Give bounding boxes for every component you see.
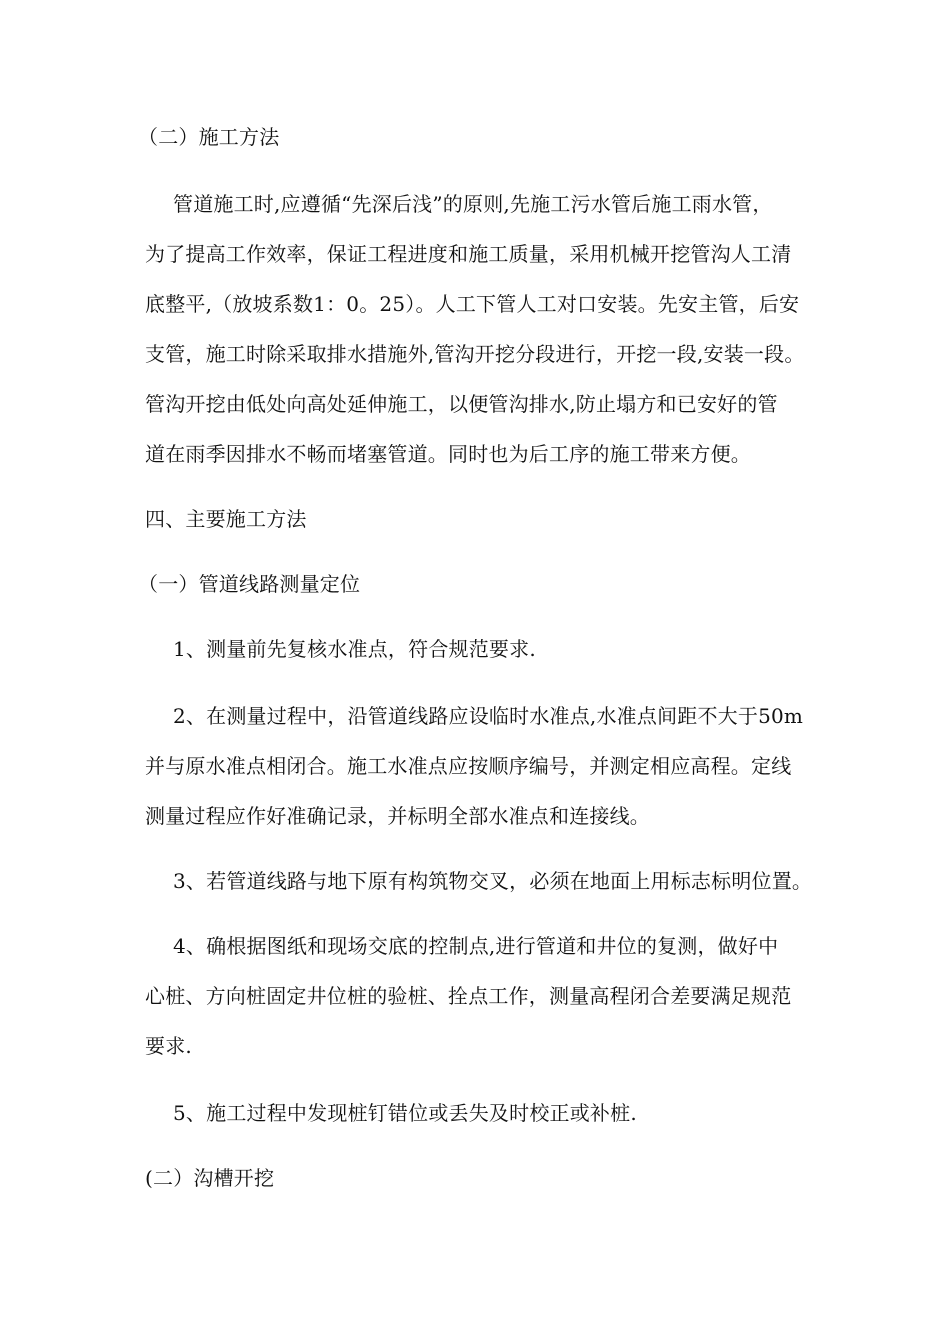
chapter-heading: 四、主要施工方法 [145,507,307,531]
survey-item-4-line-1: 4、确根据图纸和现场交底的控制点,进行管道和井位的复测，做好中 [173,934,779,958]
paragraph-method-line-3: 底整平,（放坡系数1：0。25）。人工下管人工对口安装。先安主管，后安 [145,292,800,316]
survey-item-2-line-2: 并与原水准点相闭合。施工水准点应按顺序编号，并测定相应高程。定线 [145,754,792,778]
section-trench-heading: (二）沟槽开挖 [145,1166,275,1190]
paragraph-method-line-2: 为了提高工作效率，保证工程进度和施工质量，采用机械开挖管沟人工清 [145,242,792,266]
survey-item-4-line-2: 心桩、方向桩固定井位桩的验桩、拴点工作，测量高程闭合差要满足规范 [145,984,792,1008]
survey-item-2-line-3: 测量过程应作好准确记录，并标明全部水准点和连接线。 [145,804,650,828]
survey-item-4-line-3: 要求. [145,1034,192,1058]
survey-item-3: 3、若管道线路与地下原有构筑物交叉，必须在地面上用标志标明位置。 [173,869,813,893]
survey-item-5: 5、施工过程中发现桩钉错位或丢失及时校正或补桩. [173,1101,637,1125]
paragraph-method-line-5: 管沟开挖由低处向高处延伸施工，以便管沟排水,防止塌方和已安好的管 [145,392,778,416]
survey-item-1: 1、测量前先复核水准点，符合规范要求. [173,637,536,661]
survey-item-2-line-1: 2、在测量过程中，沿管道线路应设临时水准点,水准点间距不大于50m [173,704,804,728]
paragraph-method-line-4: 支管，施工时除采取排水措施外,管沟开挖分段进行，开挖一段,安装一段。 [145,342,805,366]
section-method-heading: （二）施工方法 [138,125,280,149]
paragraph-method-line-1: 管道施工时,应遵循“先深后浅”的原则,先施工污水管后施工雨水管， [173,192,773,216]
paragraph-method-line-6: 道在雨季因排水不畅而堵塞管道。同时也为后工序的施工带来方便。 [145,442,751,466]
section-survey-heading: （一）管道线路测量定位 [138,572,361,596]
